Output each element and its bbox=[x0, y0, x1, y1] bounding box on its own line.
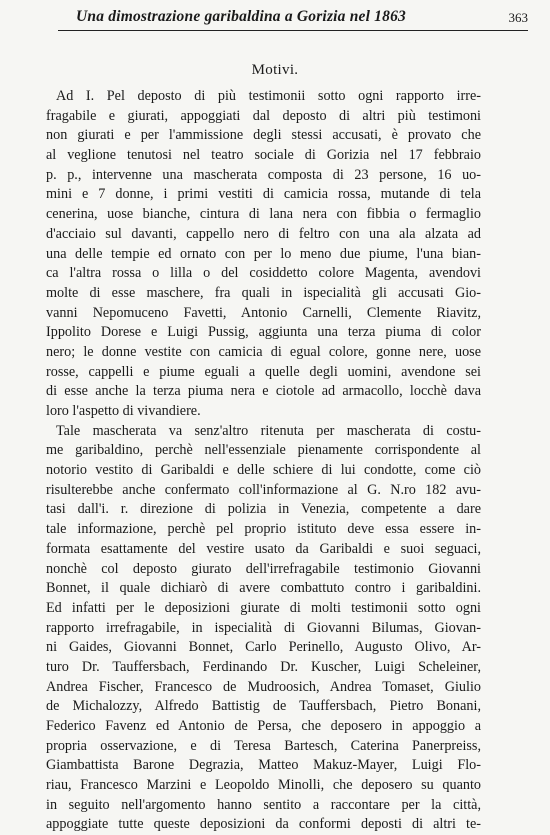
text-line: me garibaldino, perchè nell'essenziale pienamente corrispondente al bbox=[46, 442, 481, 459]
text-line: ca l'altra rossa o lilla o del cosiddetto colore Magenta, avendovi bbox=[46, 265, 481, 282]
text-line: fragabile e giurati, appoggiati dal deposto di altri più testimoni bbox=[46, 107, 481, 124]
text-line: Federico Favenz ed Antonio de Persa, che deposero in appoggio a bbox=[46, 718, 481, 734]
text-line: cenerina, uose bianche, cintura di lana nera con fibbia o fermaglio bbox=[46, 206, 481, 223]
running-title: Una dimostrazione garibaldina a Gorizia nel 1863 bbox=[76, 8, 406, 25]
text-line: notorio vestito di Garibaldi e delle schiere di lui condotte, come ciò bbox=[46, 462, 481, 479]
text-line: mini e 7 donne, i primi vestiti di camicia rossa, mutande di tela bbox=[46, 186, 481, 203]
text-line: formata esattamente del vestire usato da Garibaldi e suoi seguaci, bbox=[46, 540, 481, 557]
text-line: di esse anche la terza piuma nera e ciotole ad armacollo, locchè dava bbox=[46, 383, 481, 400]
text-line: Andrea Fischer, Francesco de Mudroosich, Andrea Tomaset, Giulio bbox=[46, 678, 481, 695]
text-line: una delle tempie ed ornato con per lo meno due piume, l'una bian- bbox=[46, 245, 481, 262]
text-line: non giurati e per l'ammissione degli stessi accusati, è provato che bbox=[46, 127, 481, 144]
text-line: al veglione tenutosi nel teatro sociale di Gorizia nel 17 febbraio bbox=[46, 147, 481, 164]
text-line: Tale mascherata va senz'altro ritenuta per mascherata di costu- bbox=[56, 422, 481, 439]
text-line: Giambattista Barone Degrazia, Matteo Makuz-Mayer, Luigi Flo- bbox=[46, 757, 481, 774]
section-heading: Motivi. bbox=[251, 62, 299, 78]
text-line: molte di esse maschere, fra quali in ispecialità gli accusati Gio- bbox=[46, 284, 481, 301]
text-line: rapporto irrefragabile, in ispecialità di Giovanni Bilumas, Giovan- bbox=[46, 619, 481, 636]
text-line: Ippolito Dorese e Luigi Pussig, aggiunta una terza piuma di color bbox=[46, 324, 481, 341]
text-line: appoggiate tutte queste deposizioni da conformi deposti di altri te- bbox=[46, 816, 481, 833]
page-number: 363 bbox=[508, 10, 528, 25]
text-line: in seguito nell'argomento hanno sentito a raccontare per la città, bbox=[46, 796, 481, 813]
text-line: tale informazione, perchè pel proprio istituto deve essa essere in- bbox=[46, 521, 481, 538]
text-line: tasi dall'i. r. direzione di polizia in Venezia, competente a dare bbox=[46, 501, 481, 518]
text-line: rosse, cappelli e piume eguali a quelle degli uomini, avendone sei bbox=[46, 363, 481, 380]
text-line: turo Dr. Tauffersbach, Ferdinando Dr. Kuscher, Luigi Scheleiner, bbox=[46, 658, 481, 675]
text-line: nero; le donne vestite con camicia di egual colore, gonne nere, uose bbox=[46, 343, 481, 360]
text-line: Ed infatti per le deposizioni giurate di molti testimonii sotto ogni bbox=[46, 599, 481, 616]
text-line: risulterebbe anche confermato coll'informazione al G. N.ro 182 avu- bbox=[46, 481, 481, 498]
running-header bbox=[58, 8, 528, 31]
body-text bbox=[46, 87, 481, 835]
text-line: Bonnet, il quale dichiarò di avere combattuto contro i garibaldini. bbox=[46, 580, 481, 597]
text-line: loro l'aspetto di vivandiere. bbox=[46, 403, 201, 419]
text-line: Ad I. Pel deposto di più testimonii sotto ogni rapporto irre- bbox=[56, 88, 481, 104]
text-line: riau, Francesco Marzini e Leopoldo Minolli, che deposero su quanto bbox=[46, 777, 481, 794]
text-line: ni Gaides, Giovanni Bonnet, Carlo Perinello, Augusto Olivo, Ar- bbox=[46, 639, 481, 656]
text-line: nonchè col deposto giurato dell'irrefragabile testimonio Giovanni bbox=[46, 560, 481, 577]
text-line: de Michalozzy, Alfredo Battistig de Tauffersbach, Pietro Bonani, bbox=[46, 698, 481, 715]
text-line: vanni Nepomuceno Favetti, Antonio Carnelli, Clemente Riavitz, bbox=[46, 304, 481, 321]
text-line: propria osservazione, e di Teresa Bartesch, Caterina Panerpreiss, bbox=[46, 737, 481, 754]
text-line: d'acciaio sul davanti, cappello nero di feltro con una ala alzata ad bbox=[46, 225, 481, 242]
text-line: p. p., intervenne una mascherata composta di 23 persone, 16 uo- bbox=[46, 166, 481, 183]
